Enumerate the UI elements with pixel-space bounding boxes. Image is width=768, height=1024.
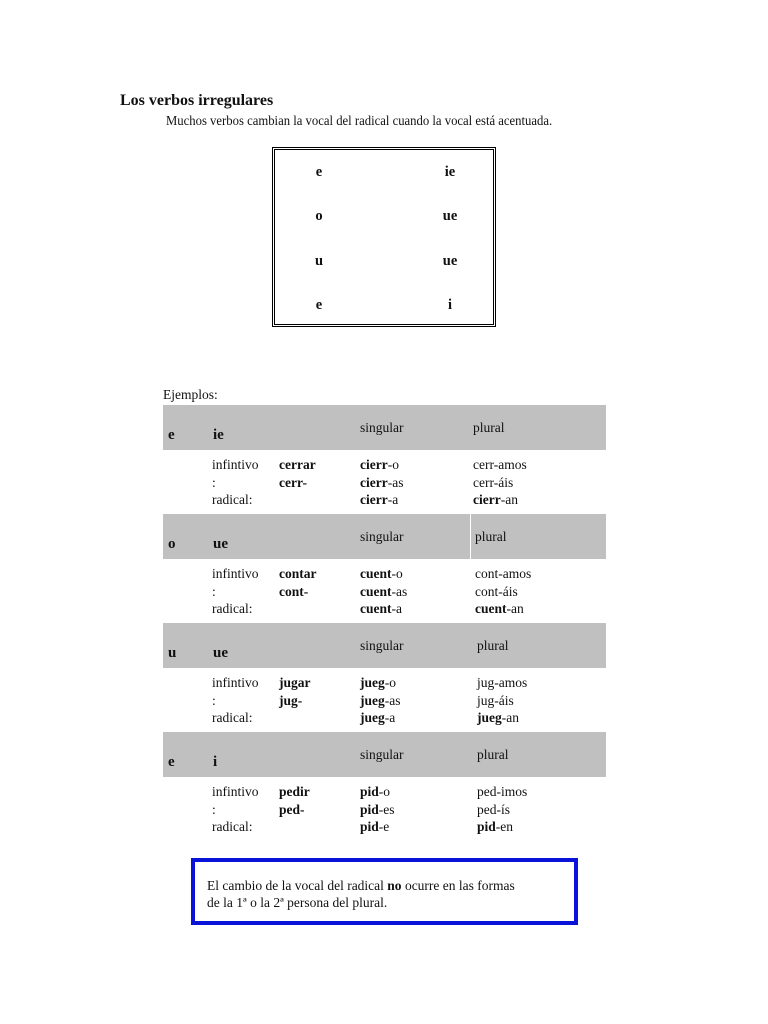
verb-forms	[279, 565, 317, 600]
singular-forms: pid-o pid-es pid-e	[360, 784, 395, 834]
radical: cerr-	[279, 474, 307, 490]
plural-header: plural	[473, 420, 505, 435]
vowel-from: u	[314, 253, 324, 269]
group-from-vowel: e	[168, 754, 175, 770]
radical: cont-	[279, 583, 309, 599]
page-title: Los verbos irregulares	[120, 92, 274, 109]
conjugation-block	[163, 778, 606, 840]
group-to-vowel: i	[213, 754, 218, 770]
vowel-to: i	[447, 297, 453, 313]
note-box	[191, 858, 578, 925]
singular-forms: cuent-o cuent-as cuent-a	[360, 566, 408, 616]
note-line-1: El cambio de la vocal del radical no ocurre en las formas	[207, 878, 515, 893]
vowel-to: ie	[444, 164, 456, 180]
group-from-vowel: u	[168, 645, 177, 661]
singular-forms: jueg-o jueg-as jueg-a	[360, 675, 401, 725]
infinitive: jugar	[279, 675, 311, 690]
group-header	[163, 732, 606, 777]
verb-forms	[279, 674, 311, 709]
infinitive: contar	[279, 566, 317, 581]
intro-text: Muchos verbos cambian la vocal del radical cuando la vocal está acentuada.	[166, 113, 553, 128]
note-emphasis: no	[387, 878, 402, 893]
plural-forms: cont-amos cont-áis cuent-an	[475, 566, 532, 616]
infinitive: pedir	[279, 784, 310, 799]
column-divider	[470, 514, 471, 559]
row-labels: infintivo : radical:	[212, 457, 259, 507]
vowel-from: e	[315, 297, 323, 313]
plural-header: plural	[477, 638, 509, 653]
radical: ped-	[279, 801, 305, 817]
vowel-change-box	[272, 147, 496, 327]
infinitive: cerrar	[279, 457, 316, 472]
singular-header: singular	[360, 420, 404, 435]
conjugation-block	[163, 669, 606, 731]
group-header	[163, 623, 606, 668]
conjugation-block	[163, 451, 606, 513]
plural-header: plural	[477, 747, 509, 762]
verb-forms	[279, 783, 310, 818]
group-header	[163, 514, 606, 559]
conjugation-block	[163, 560, 606, 622]
group-from-vowel: e	[168, 427, 175, 443]
group-to-vowel: ue	[213, 536, 228, 552]
vowel-to: ue	[442, 253, 458, 269]
row-labels: infintivo : radical:	[212, 566, 259, 616]
radical: jug-	[279, 692, 303, 708]
plural-forms: jug-amos jug-áis jueg-an	[477, 675, 528, 725]
singular-header: singular	[360, 747, 404, 762]
plural-forms: ped-imos ped-ís pid-en	[477, 784, 528, 834]
singular-header: singular	[360, 638, 404, 653]
singular-forms: cierr-o cierr-as cierr-a	[360, 457, 404, 507]
row-labels: infintivo : radical:	[212, 784, 259, 834]
group-to-vowel: ue	[213, 645, 228, 661]
singular-header: singular	[360, 529, 404, 544]
vowel-from: e	[315, 164, 323, 180]
vowel-to: ue	[442, 208, 458, 224]
examples-label: Ejemplos:	[163, 387, 218, 402]
vowel-from: o	[315, 208, 323, 224]
verb-forms	[279, 456, 316, 491]
plural-forms: cerr-amos cerr-áis cierr-an	[473, 457, 527, 507]
group-header	[163, 405, 606, 450]
group-from-vowel: o	[168, 536, 176, 552]
note-line-2: de la 1ª o la 2ª persona del plural.	[207, 895, 388, 910]
group-to-vowel: ie	[213, 427, 224, 443]
row-labels: infintivo : radical:	[212, 675, 259, 725]
plural-header: plural	[475, 529, 507, 544]
